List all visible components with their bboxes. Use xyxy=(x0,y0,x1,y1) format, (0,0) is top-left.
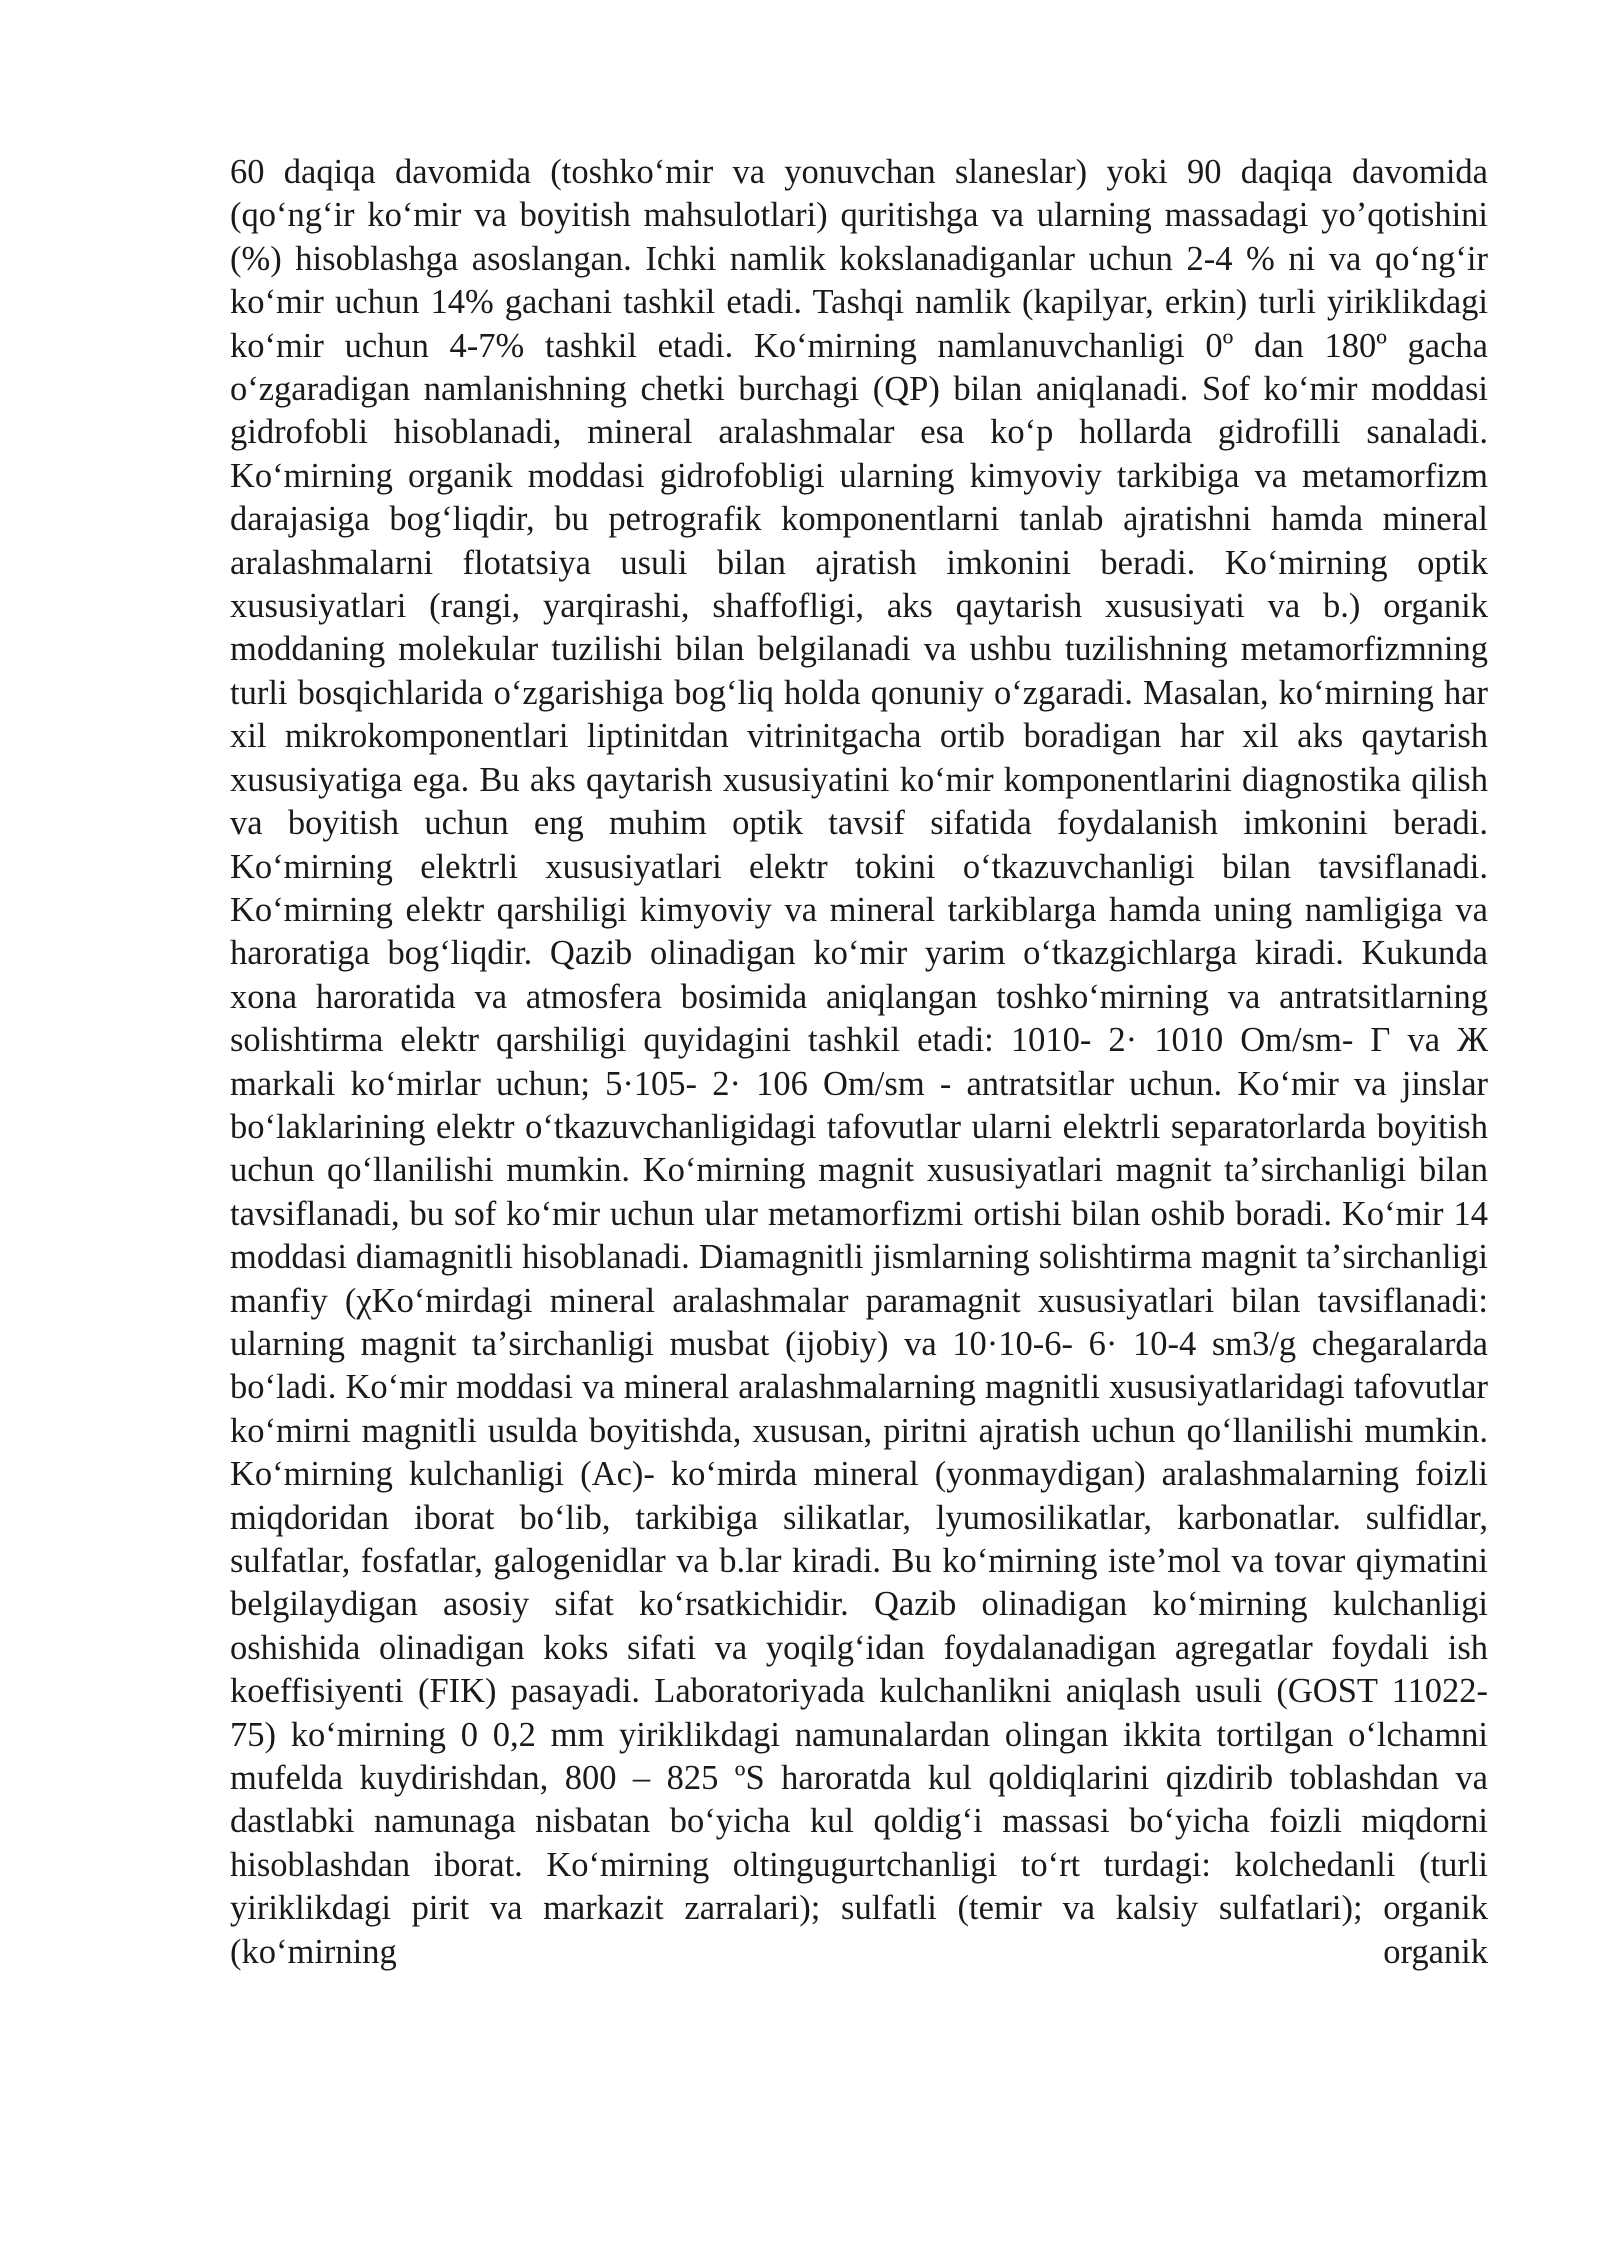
body-paragraph: 60 daqiqa davomida (toshkoʻmir va yonuvchan slaneslar) yoki 90 daqiqa davomida (qoʻngʻir koʻmir va boyitish mahsulotlari) quritishga va ularning massadagi yoʼqotishini (%) hisoblashga asoslangan. Ichki namlik kokslanadiganlar uchun 2-4 % ni va qoʻngʻir koʻmir uchun 14% gachani tashkil etadi. Tashqi namlik (kapilyar, erkin) turli yiriklikdagi koʻmir uchun 4-7% tashkil etadi. Koʻmirning namlanuvchanligi 0º dan 180º gacha oʻzgaradigan namlanishning chetki burchagi (QP) bilan aniqlanadi. Sof koʻmir moddasi gidrofobli hisoblanadi, mineral aralashmalar esa koʻp hollarda gidrofilli sanaladi. Koʻmirning organik moddasi gidrofobligi ularning kimyoviy tarkibiga va metamorfizm darajasiga bogʻliqdir, bu petrografik komponentlarni tanlab ajratishni hamda mineral aralashmalarni flotatsiya usuli bilan ajratish imkonini beradi. Koʻmirning optik xususiyatlari (rangi, yarqirashi, shaffofligi, aks qaytarish xususiyati va b.) organik moddaning molekular tuzilishi bilan belgilanadi va ushbu tuzilishning metamorfizmning turli bosqichlarida oʻzgarishiga bogʻliq holda qonuniy oʻzgaradi. Masalan, koʻmirning har xil mikrokomponentlari liptinitdan vitrinitgacha ortib boradigan har xil aks qaytarish xususiyatiga ega. Bu aks qaytarish xususiyatini koʻmir komponentlarini diagnostika qilish va boyitish uchun eng muhim optik tavsif sifatida foydalanish imkonini beradi. Koʻmirning elektrli xususiyatlari elektr tokini oʻtkazuvchanligi bilan tavsiflanadi. Koʻmirning elektr qarshiligi kimyoviy va mineral tarkiblarga hamda uning namligiga va haroratiga bogʻliqdir. Qazib olinadigan koʻmir yarim oʻtkazgichlarga kiradi. Kukunda xona haroratida va atmosfera bosimida aniqlangan toshkoʻmirning va antratsitlarning solishtirma elektr qarshiligi quyidagini tashkil etadi: 1010- 2· 1010 Om/sm- Г va Ж markali koʻmirlar uchun; 5·105- 2· 106 Om/sm - antratsitlar uchun. Koʻmir va jinslar boʻlaklarining elektr oʻtkazuvchanligidagi tafovutlar ularni elektrli separatorlarda boyitish uchun qoʻllanilishi mumkin. Koʻmirning magnit xususiyatlari magnit taʼsirchanligi bilan tavsiflanadi, bu sof koʻmir uchun ular metamorfizmi ortishi bilan oshib boradi. Koʻmir 14 moddasi diamagnitli hisoblanadi. Diamagnitli jismlarning solishtirma magnit taʼsirchanligi manfiy (χKoʻmirdagi mineral aralashmalar paramagnit xususiyatlari bilan tavsiflanadi: ularning magnit taʼsirchanligi musbat (ijobiy) va 10·10-6- 6· 10-4 sm3/g chegaralarda boʻladi. Koʻmir moddasi va mineral aralashmalarning magnitli xususiyatlaridagi tafovutlar koʻmirni magnitli usulda boyitishda, xususan, piritni ajratish uchun qoʻllanilishi mumkin. Koʻmirning kulchanligi (Ac)- koʻmirda mineral (yonmaydigan) aralashmalarning foizli miqdoridan iborat boʻlib, tarkibiga silikatlar, lyumosilikatlar, karbonatlar. sulfidlar, sulfatlar, fosfatlar, galogenidlar va b.lar kiradi. Bu koʻmirning isteʼmol va tovar qiymatini belgilaydigan asosiy sifat koʻrsatkichidir. Qazib olinadigan koʻmirning kulchanligi oshishida olinadigan koks sifati va yoqilgʻidan foydalanadigan agregatlar foydali ish koeffisiyenti (FIK) pasayadi. Laboratoriyada kulchanlikni aniqlash usuli (GOST 11022-75) koʻmirning 0 0,2 mm yiriklikdagi namunalardan olingan ikkita tortilgan oʻlchamni mufelda kuydirishdan, 800 – 825 ºS haroratda kul qoldiqlarini qizdirib toblashdan va dastlabki namunaga nisbatan boʻyicha kul qoldigʻi massasi boʻyicha foizli miqdorni hisoblashdan iborat. Koʻmirning oltingugurtchanligi toʻrt turdagi: kolchedanli (turli yiriklikdagi pirit va markazit zarralari); sulfatli (temir va kalsiy sulfatlari); organik (koʻmirning organik xyxy=(230,153,1488,1971)
